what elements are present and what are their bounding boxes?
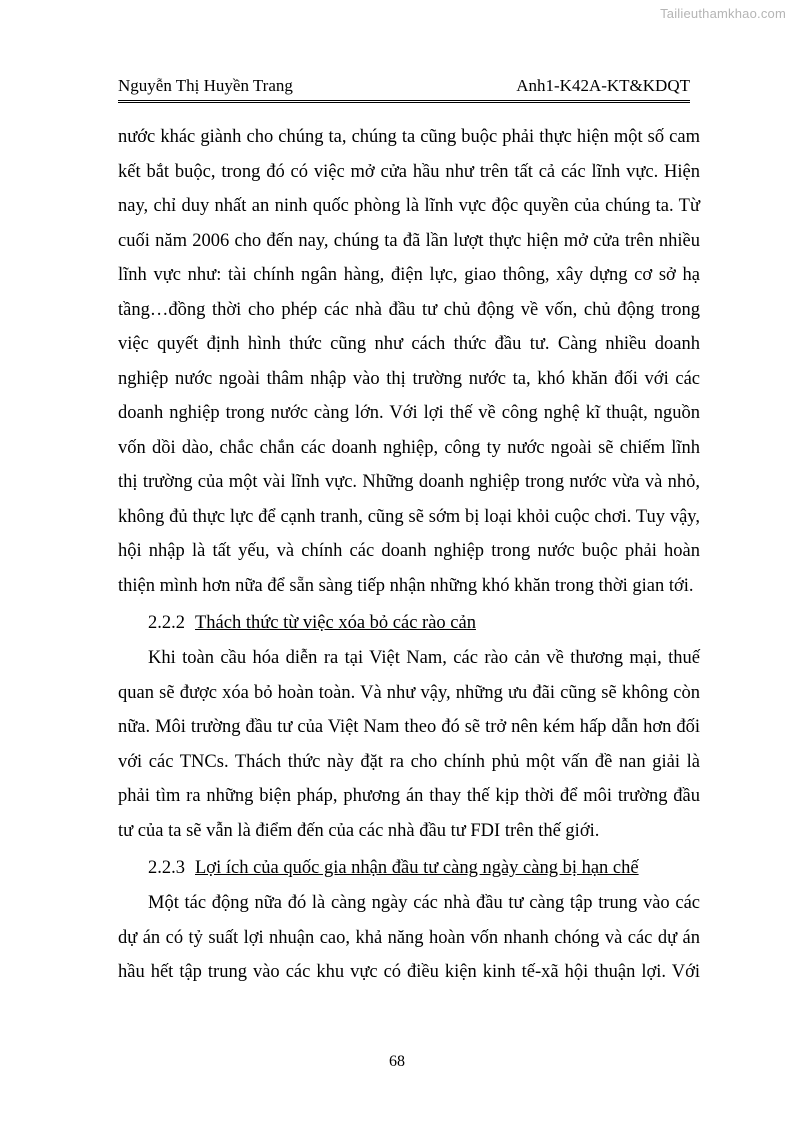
text-line: nữa. Môi trường đầu tư của Việt Nam theo đó sẽ trở nên kém hấp dẫn hơn đối	[118, 717, 700, 737]
document-body	[118, 120, 700, 990]
text-line: dự án có tỷ suất lợi nhuận cao, khả năng hoàn vốn nhanh chóng và các dự án	[118, 927, 700, 948]
section-heading-2-2-2	[118, 605, 700, 641]
section-number: 2.2.2	[148, 613, 185, 633]
text-line: nước khác giành cho chúng ta, chúng ta cũng buộc phải thực hiện một số cam	[118, 127, 700, 147]
text-line: quan sẽ được xóa bỏ hoàn toàn. Và như vậy, những ưu đãi cũng sẽ không còn	[118, 682, 700, 703]
text-line: hầu hết tập trung vào các khu vực có điều kiện kinh tế-xã hội thuận lợi. Với	[118, 962, 700, 982]
text-line: phải tìm ra những biện pháp, phương án thay thế kịp thời để môi trường đầu	[118, 786, 700, 806]
header-class: Anh1-K42A-KT&KDQT	[516, 76, 690, 95]
text-line: với các TNCs. Thách thức này đặt ra cho chính phủ một vấn đề nan giải là	[118, 751, 700, 772]
text-line: thị trường của một vài lĩnh vực. Những doanh nghiệp trong nước vừa và nhỏ,	[118, 472, 700, 492]
text-line: nghiệp nước ngoài thâm nhập vào thị trường nước ta, khó khăn đối với các	[118, 368, 700, 389]
page-header	[118, 76, 690, 103]
text-line: nay, chỉ duy nhất an ninh quốc phòng là lĩnh vực độc quyền của chúng ta. Từ	[118, 196, 700, 216]
text-line: Một tác động nữa đó là càng ngày các nhà đầu tư càng tập trung vào các	[148, 893, 700, 913]
section-title: Thách thức từ việc xóa bỏ các rào cản	[195, 613, 476, 633]
paragraph-2	[118, 641, 700, 848]
section-number: 2.2.3	[148, 858, 185, 878]
paragraph-3	[118, 886, 700, 990]
text-line: Khi toàn cầu hóa diễn ra tại Việt Nam, các rào cản về thương mại, thuế	[148, 648, 700, 668]
text-line: lĩnh vực như: tài chính ngân hàng, điện lực, giao thông, xây dựng cơ sở hạ	[118, 265, 700, 285]
text-line: cuối năm 2006 cho đến nay, chúng ta đã lần lượt thực hiện mở cửa trên nhiều	[118, 230, 700, 251]
text-line: hội nhập là tất yếu, và chính các doanh nghiệp trong nước buộc phải hoàn	[118, 541, 700, 561]
section-title: Lợi ích của quốc gia nhận đầu tư càng ngày càng bị hạn chế	[195, 858, 639, 878]
text-line: vốn dồi dào, chắc chắn các doanh nghiệp, công ty nước ngoài sẽ chiếm lĩnh	[118, 437, 700, 458]
text-line: thiện mình hơn nữa để sẵn sàng tiếp nhận những khó khăn trong thời gian tới.	[118, 575, 694, 596]
text-line: việc quyết định hình thức cũng như cách thức đầu tư. Càng nhiều doanh	[118, 334, 700, 354]
text-line: doanh nghiệp trong nước càng lớn. Với lợi thế về công nghệ kĩ thuật, nguồn	[118, 403, 700, 423]
text-line: tư của ta sẽ vẫn là điểm đến của các nhà đầu tư FDI trên thế giới.	[118, 820, 600, 841]
page-number: 68	[389, 1053, 405, 1070]
section-heading-2-2-3	[118, 850, 700, 886]
watermark-text: Tailieuthamkhao.com	[660, 6, 786, 21]
text-line: không đủ thực lực để cạnh tranh, cũng sẽ sớm bị loại khỏi cuộc chơi. Tuy vậy,	[118, 506, 700, 527]
text-line: tầng…đồng thời cho phép các nhà đầu tư chủ động về vốn, chủ động trong	[118, 299, 700, 320]
header-author: Nguyễn Thị Huyền Trang	[118, 76, 293, 95]
paragraph-1	[118, 120, 700, 603]
text-line: kết bắt buộc, trong đó có việc mở cửa hầu như trên tất cả các lĩnh vực. Hiện	[118, 161, 700, 182]
